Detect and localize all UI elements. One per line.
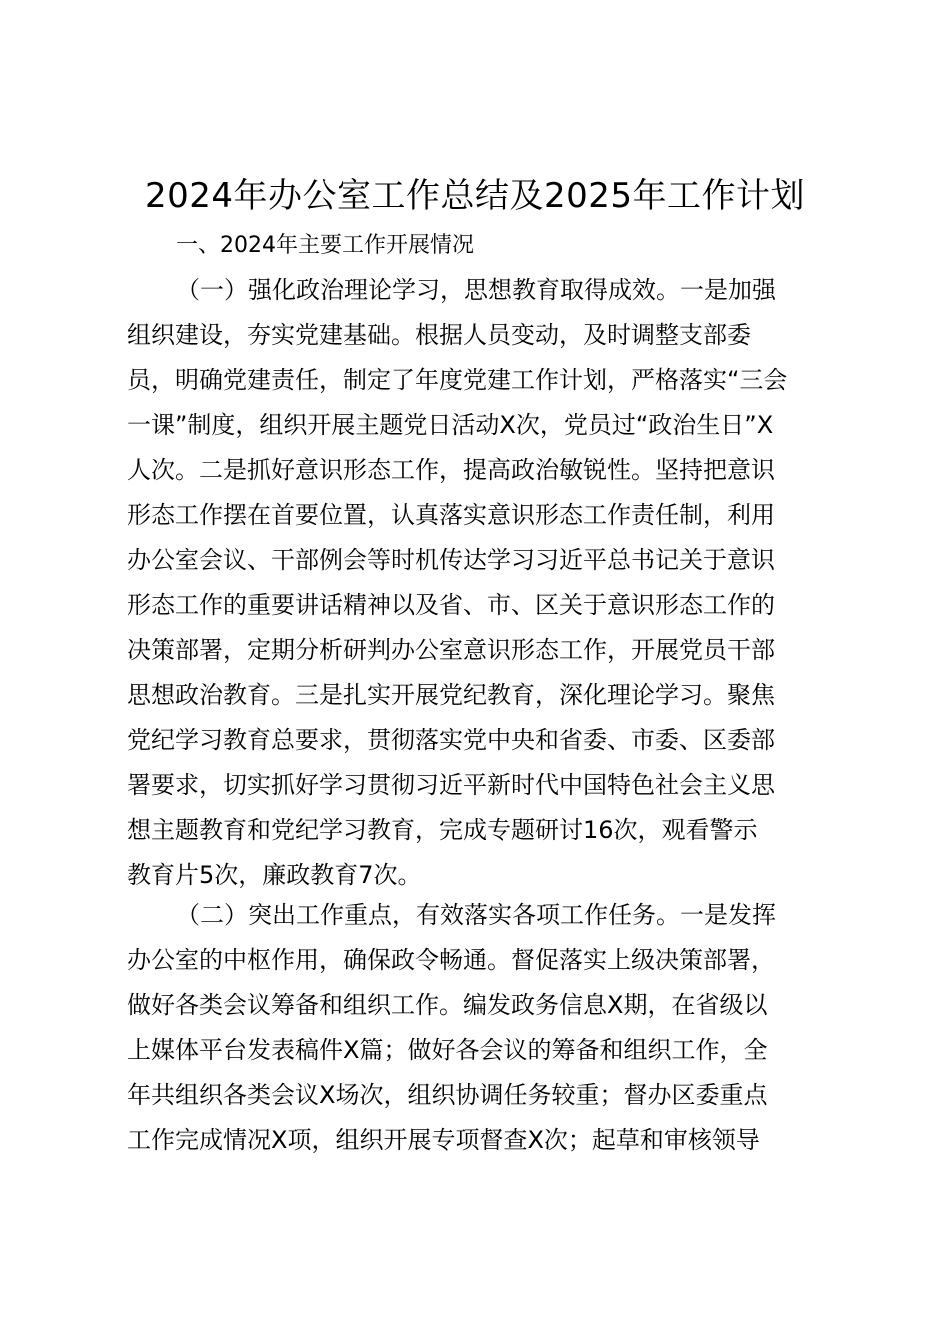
paragraph-line: 教育片5次，廉政教育7次。 bbox=[127, 861, 422, 889]
section-heading: 一、2024年主要工作开展情况 bbox=[176, 233, 474, 258]
paragraph-line: （二）突出工作重点，有效落实各项工作任务。一是发挥 bbox=[176, 901, 776, 929]
paragraph-line: （一）强化政治理论学习，思想教育取得成效。一是加强 bbox=[176, 276, 776, 304]
paragraph-line: 形态工作的重要讲话精神以及省、市、区关于意识形态工作的 bbox=[127, 591, 775, 619]
paragraph-line: 形态工作摆在首要位置，认真落实意识形态工作责任制，利用 bbox=[127, 501, 775, 529]
paragraph-line: 人次。二是抓好意识形态工作，提高政治敏锐性。坚持把意识 bbox=[127, 456, 775, 484]
paragraph-line: 一课”制度，组织开展主题党日活动X次，党员过“政治生日”X bbox=[127, 411, 774, 439]
document-title: 2024年办公室工作总结及2025年工作计划 bbox=[144, 176, 806, 216]
paragraph-2 bbox=[127, 893, 827, 1163]
paragraph-line: 员，明确党建责任，制定了年度党建工作计划，严格落实“三会 bbox=[127, 366, 788, 394]
paragraph-line: 党纪学习教育总要求，贯彻落实党中央和省委、市委、区委部 bbox=[127, 726, 775, 754]
paragraph-line: 上媒体平台发表稿件X篇；做好各会议的筹备和组织工作，全 bbox=[127, 1036, 768, 1064]
paragraph-line: 办公室会议、干部例会等时机传达学习习近平总书记关于意识 bbox=[127, 546, 775, 574]
paragraph-line: 组织建设，夯实党建基础。根据人员变动，及时调整支部委 bbox=[127, 321, 751, 349]
paragraph-line: 决策部署，定期分析研判办公室意识形态工作，开展党员干部 bbox=[127, 636, 775, 664]
paragraph-line: 署要求，切实抓好学习贯彻习近平新时代中国特色社会主义思 bbox=[127, 771, 775, 799]
paragraph-line: 工作完成情况X项，组织开展专项督查X次；起草和审核领导 bbox=[127, 1126, 760, 1154]
paragraph-1 bbox=[127, 268, 827, 898]
paragraph-line: 思想政治教育。三是扎实开展党纪教育，深化理论学习。聚焦 bbox=[127, 681, 775, 709]
paragraph-line: 想主题教育和党纪学习教育，完成专题研讨16次，观看警示 bbox=[127, 816, 758, 844]
paragraph-line: 年共组织各类会议X场次，组织协调任务较重；督办区委重点 bbox=[127, 1081, 768, 1109]
paragraph-line: 办公室的中枢作用，确保政令畅通。督促落实上级决策部署， bbox=[127, 946, 775, 974]
paragraph-line: 做好各类会议筹备和组织工作。编发政务信息X期，在省级以 bbox=[127, 991, 768, 1019]
